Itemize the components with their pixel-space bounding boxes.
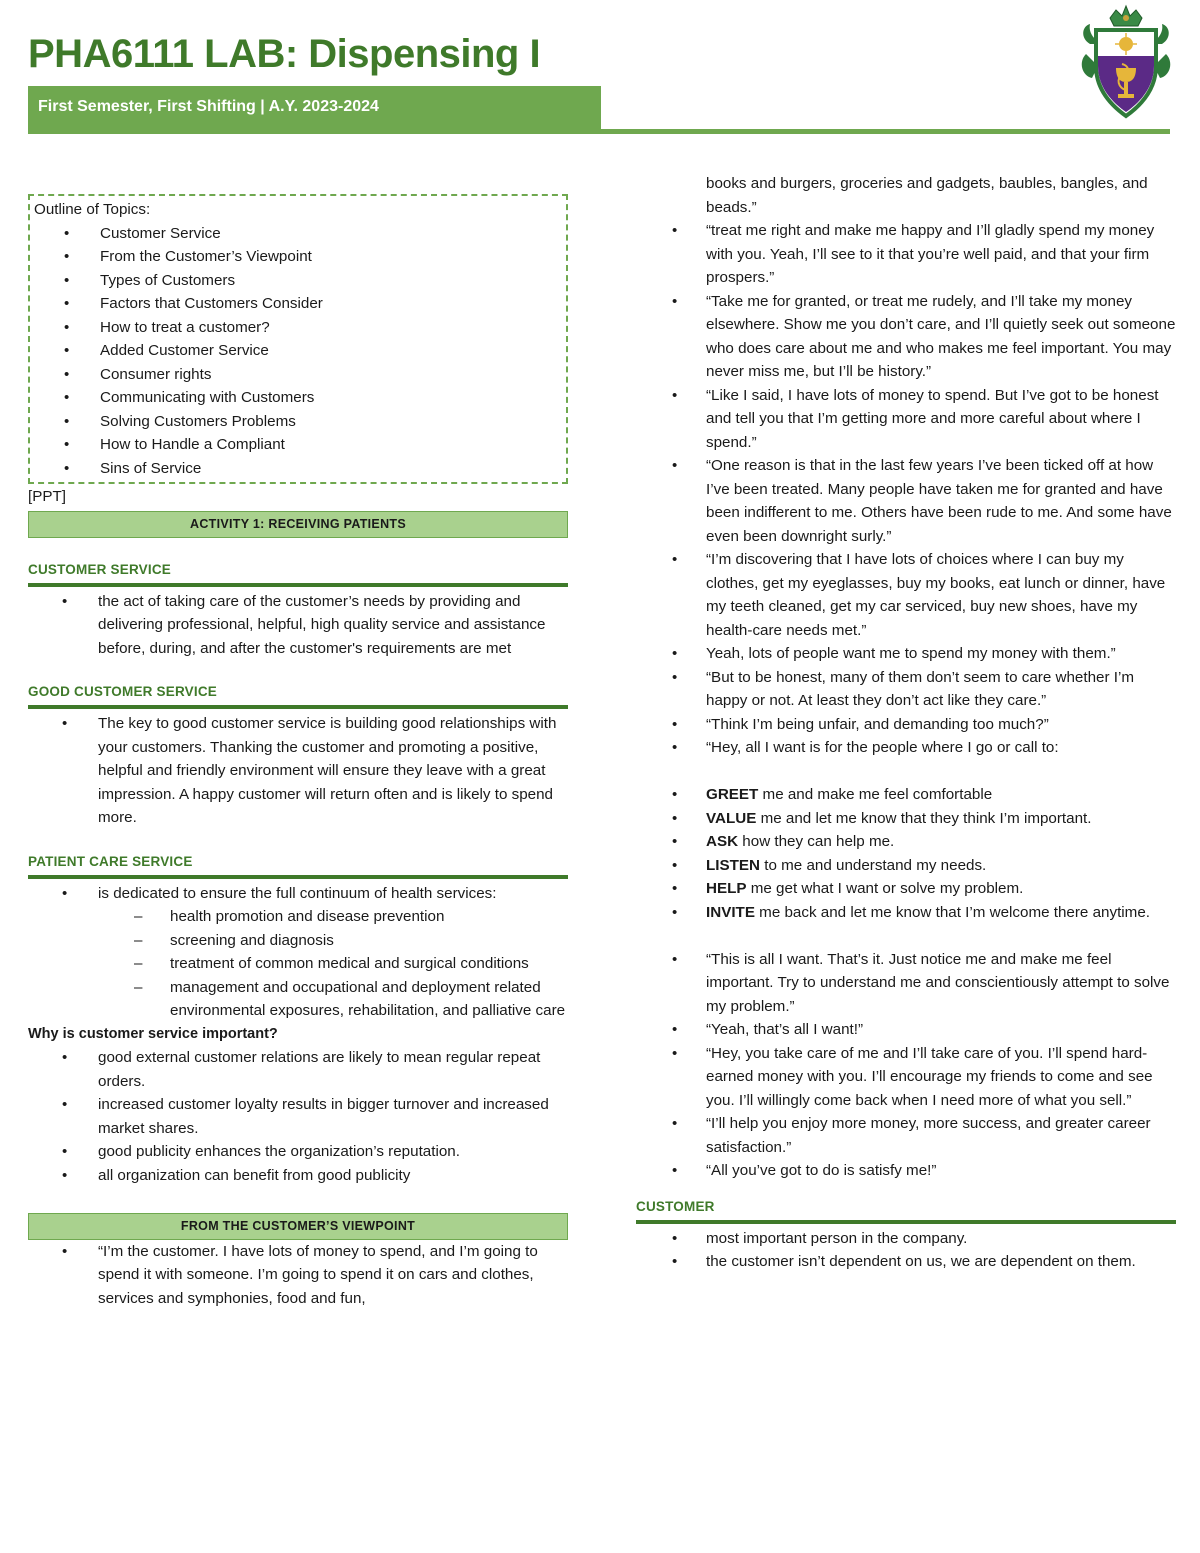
- customer-service-heading: CUSTOMER SERVICE: [28, 560, 568, 587]
- patient-care-list: [28, 882, 568, 906]
- good-customer-service-list: [28, 712, 568, 830]
- header-rule: [28, 129, 1170, 134]
- want-text: me back and let me know that I’m welcome there anytime.: [754, 903, 1150, 921]
- list-item: • “This is all I want. That’s it. Just notice me and make me feel important. Try to understand me and conscientiously attempt to solve my problem.”: [636, 948, 1176, 1019]
- list-item: • The key to good customer service is building good relationships with your customers. Thanking the customer and promoting a positive, helpful and friendly environment will ensure they leave with a great impression. A happy customer will return often and is likely to spend more.: [28, 712, 568, 830]
- list-item: • Types of Customers: [34, 269, 560, 293]
- viewpoint-banner: FROM THE CUSTOMER’S VIEWPOINT: [28, 1213, 568, 1240]
- list-item: [636, 877, 1176, 901]
- list-item: • “treat me right and make me happy and I’ll gladly spend my money with you. Yeah, I’ll see to it that you’re well paid, and that your firm prospers.”: [636, 219, 1176, 290]
- outline-title: Outline of Topics:: [34, 201, 151, 218]
- customer-heading: CUSTOMER: [636, 1197, 1176, 1224]
- viewpoint-continuation: books and burgers, groceries and gadgets, baubles, bangles, and beads.”: [706, 175, 1148, 216]
- patient-care-heading: PATIENT CARE SERVICE: [28, 852, 568, 879]
- want-text: me get what I want or solve my problem.: [746, 880, 1024, 897]
- list-item: • Yeah, lots of people want me to spend my money with them.”: [636, 642, 1176, 666]
- list-item: – management and occupational and deployment related environmental exposures, rehabilitation, and palliative care: [28, 976, 568, 1023]
- list-item: • “I’ll help you enjoy more money, more success, and greater career satisfaction.”: [636, 1112, 1176, 1159]
- want-text: me and make me feel comfortable: [758, 786, 993, 803]
- list-item: [636, 901, 1176, 925]
- list-item: • Solving Customers Problems: [34, 410, 560, 434]
- list-item: • “Like I said, I have lots of money to spend. But I’ve got to be honest and tell you that I’m getting more and more careful about where I spend.”: [636, 384, 1176, 455]
- viewpoint-list-start: [28, 1240, 568, 1311]
- keyword: INVITE: [706, 903, 755, 921]
- list-item: • Customer Service: [34, 222, 560, 246]
- want-text: me and let me know that they think I’m important.: [756, 809, 1092, 827]
- list-item: • Communicating with Customers: [34, 386, 560, 410]
- list-item: • all organization can benefit from good publicity: [28, 1164, 568, 1188]
- why-list: [28, 1046, 568, 1187]
- patient-care-sublist: [28, 905, 568, 1023]
- viewpoint-list: [636, 219, 1176, 760]
- list-item: • Factors that Customers Consider: [34, 292, 560, 316]
- list-item: • How to treat a customer?: [34, 316, 560, 340]
- list-item: • the customer isn’t dependent on us, we are dependent on them.: [636, 1250, 1176, 1274]
- page-title: PHA6111 LAB: Dispensing I: [28, 32, 541, 76]
- good-customer-service-heading: GOOD CUSTOMER SERVICE: [28, 682, 568, 709]
- left-column: [28, 194, 568, 1310]
- keyword: ASK: [706, 833, 739, 850]
- want-text: how they can help me.: [738, 833, 895, 850]
- list-item: • “Yeah, that’s all I want!”: [636, 1018, 1176, 1042]
- list-item: • most important person in the company.: [636, 1227, 1176, 1251]
- wants-list: [636, 783, 1176, 924]
- list-item: • “Hey, you take care of me and I’ll take care of you. I’ll spend hard-earned money with you. I’ll encourage my friends to come and see you. I’ll willingly come back when I need more of what you sell.”: [636, 1042, 1176, 1113]
- activity-1-banner: ACTIVITY 1: RECEIVING PATIENTS: [28, 511, 568, 538]
- list-item: • good external customer relations are likely to mean regular repeat orders.: [28, 1046, 568, 1093]
- list-item: [636, 854, 1176, 878]
- patient-care-intro: is dedicated to ensure the full continuum of health services:: [98, 884, 497, 902]
- list-item: – treatment of common medical and surgical conditions: [28, 952, 568, 976]
- why-heading: Why is customer service important?: [28, 1025, 278, 1042]
- list-item: [636, 783, 1176, 807]
- list-item: • From the Customer’s Viewpoint: [34, 245, 560, 269]
- subtitle-bar: First Semester, First Shifting | A.Y. 2023-2024: [28, 86, 601, 130]
- keyword: HELP: [706, 880, 747, 897]
- list-item: • “One reason is that in the last few years I’ve been ticked off at how I’ve been treated. Many people have taken me for granted and have been indifferent to me. Others have been rude to me. And some have even been downright surly.”: [636, 454, 1176, 548]
- list-item: • “Take me for granted, or treat me rudely, and I’ll take my money elsewhere. Show me you don’t care, and I’ll quietly seek out someone who does care about me and who makes me feel important. You may never miss me, but I’ll be history.”: [636, 290, 1176, 384]
- list-item: • increased customer loyalty results in bigger turnover and increased market shares.: [28, 1093, 568, 1140]
- list-item: • “I’m the customer. I have lots of money to spend, and I’m going to spend it with someone. I’m going to spend it on cars and clothes, services and symphonies, food and fun,: [28, 1240, 568, 1311]
- keyword: VALUE: [706, 809, 757, 827]
- closing-list: [636, 948, 1176, 1183]
- list-item: – screening and diagnosis: [28, 929, 568, 953]
- list-item: • “Think I’m being unfair, and demanding too much?”: [636, 713, 1176, 737]
- customer-list: [636, 1227, 1176, 1274]
- outline-box: [28, 194, 568, 484]
- right-column: [636, 172, 1176, 1274]
- customer-service-list: [28, 590, 568, 661]
- list-item: • “All you’ve got to do is satisfy me!”: [636, 1159, 1176, 1183]
- university-crest-icon: [1076, 4, 1176, 124]
- keyword: GREET: [706, 786, 759, 803]
- keyword: LISTEN: [706, 856, 761, 874]
- list-item: • “But to be honest, many of them don’t seem to care whether I’m happy or not. At least they don’t act like they care.”: [636, 666, 1176, 713]
- want-text: to me and understand my needs.: [760, 856, 987, 874]
- list-item: • the act of taking care of the customer’s needs by providing and delivering professional, helpful, high quality service and assistance before, during, and after the customer's requirements are met: [28, 590, 568, 661]
- list-item: [636, 830, 1176, 854]
- list-item: [636, 807, 1176, 831]
- list-item: • “I’m discovering that I have lots of choices where I can buy my clothes, get my eyeglasses, buy my books, eat lunch or dinner, have my teeth cleaned, get my car serviced, buy new shoes, have my health-care needs met.”: [636, 548, 1176, 642]
- list-item: • How to Handle a Compliant: [34, 433, 560, 457]
- list-item: • Sins of Service: [34, 457, 560, 481]
- list-item: – health promotion and disease prevention: [28, 905, 568, 929]
- list-item: • Added Customer Service: [34, 339, 560, 363]
- outline-list: [34, 222, 560, 481]
- list-item: • good publicity enhances the organization’s reputation.: [28, 1140, 568, 1164]
- list-item: • Consumer rights: [34, 363, 560, 387]
- list-item: • “Hey, all I want is for the people where I go or call to:: [636, 736, 1176, 760]
- list-item: [28, 882, 568, 906]
- ppt-label: [PPT]: [28, 488, 66, 505]
